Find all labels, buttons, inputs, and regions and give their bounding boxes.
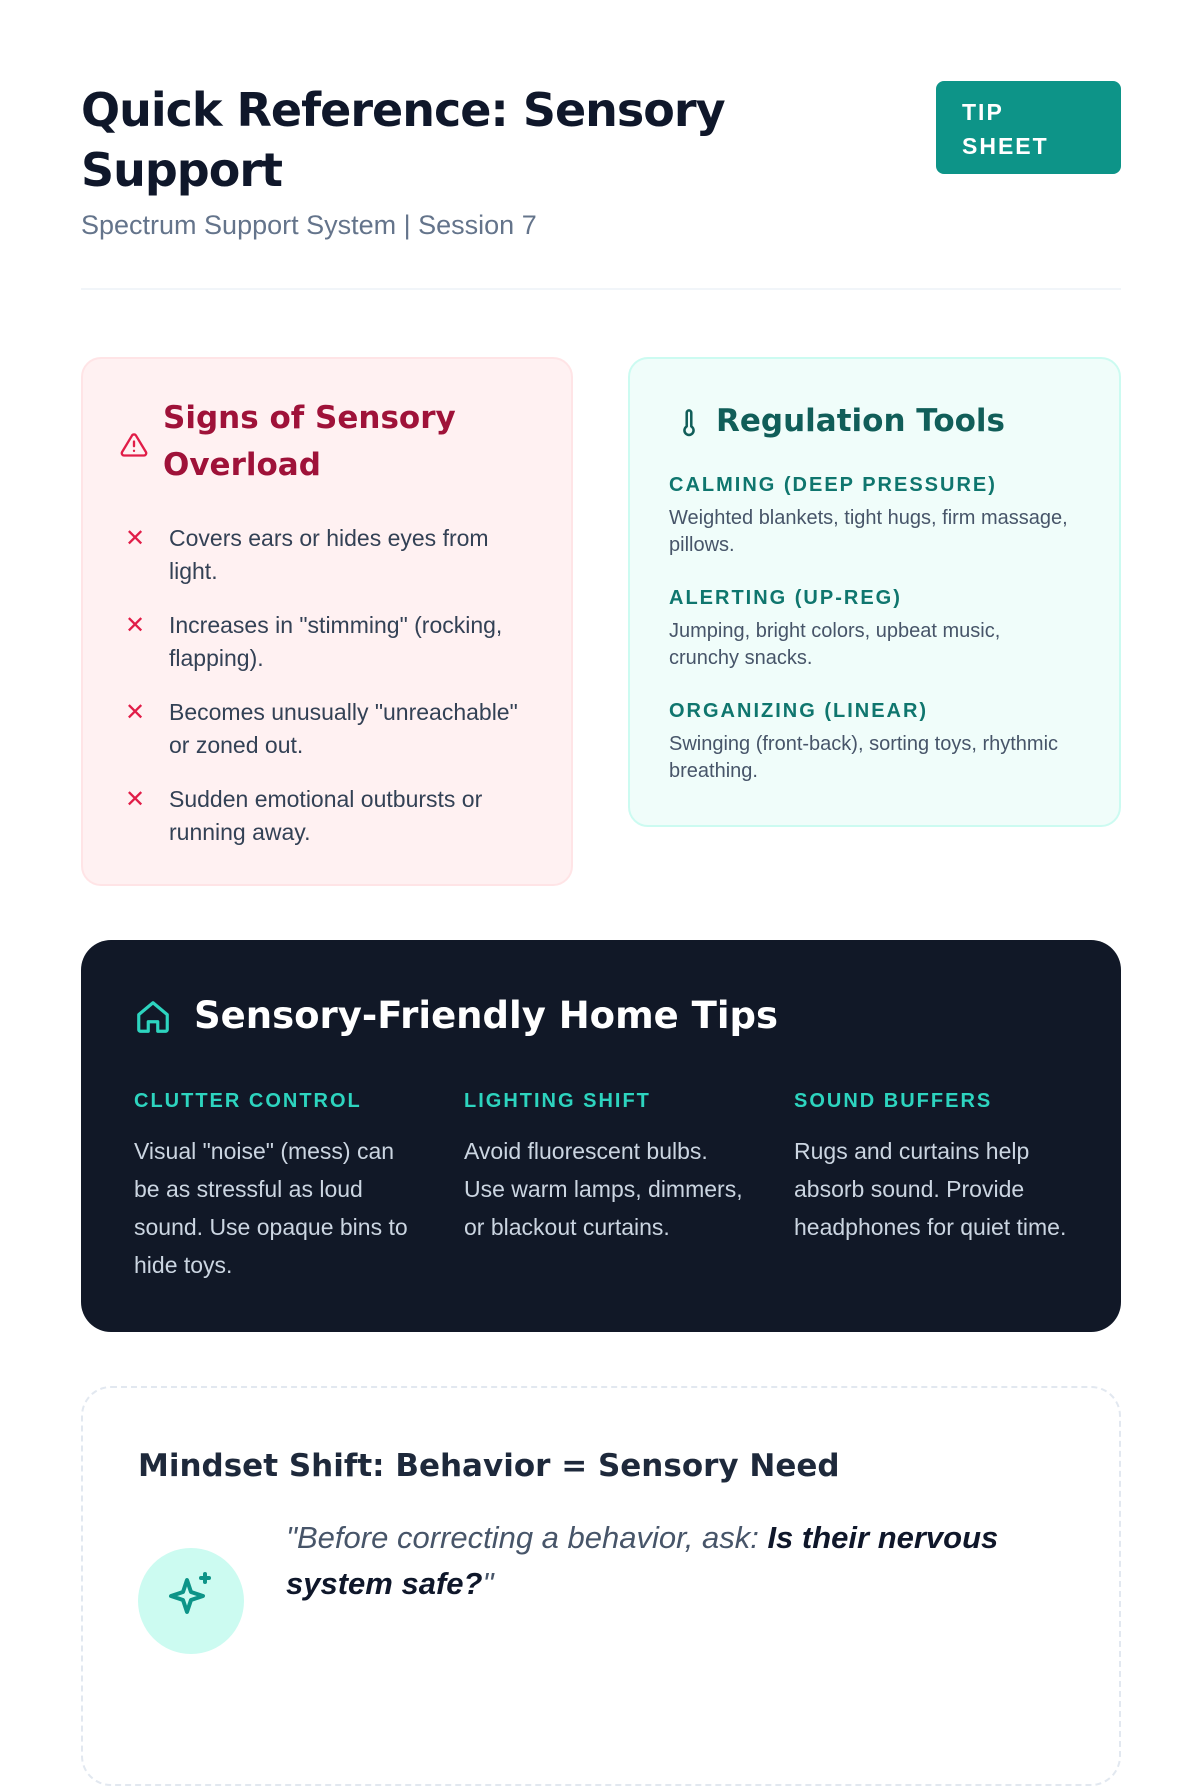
- tip-column: [794, 1088, 1074, 1246]
- tip-heading: LIGHTING SHIFT: [464, 1090, 651, 1112]
- quote-lead: "Before correcting a behavior, ask:: [286, 1520, 768, 1555]
- regulation-tools-title: Regulation Tools: [716, 403, 1006, 439]
- tip-column: [464, 1088, 744, 1246]
- tip-column: [134, 1088, 414, 1284]
- thermometer-icon: [675, 407, 703, 439]
- quote-emphasis: Is their nervous system safe?: [286, 1520, 999, 1601]
- sparkle-icon: [167, 1570, 215, 1618]
- tool-text: Weighted blankets, tight hugs, firm massage, pillows.: [669, 507, 1068, 556]
- tip-text: Avoid fluorescent bulbs. Use warm lamps, dimmers, or blackout curtains.: [464, 1138, 743, 1240]
- overload-title: Signs of Sensory Overload: [163, 400, 456, 483]
- tool-heading: ORGANIZING (LINEAR): [669, 700, 929, 722]
- header: [81, 0, 1121, 290]
- home-tips-card: [81, 940, 1121, 1332]
- tip-sheet-page: [81, 0, 1121, 1601]
- sign-text: Sudden emotional outbursts or running away.: [169, 786, 483, 845]
- page-subtitle: Spectrum Support System | Session 7: [81, 210, 537, 240]
- home-icon: [134, 998, 172, 1036]
- tool-text: Jumping, bright colors, upbeat music, crunchy snacks.: [669, 620, 1001, 669]
- tool-heading: CALMING (DEEP PRESSURE): [669, 474, 997, 496]
- tool-text: Swinging (front-back), sorting toys, rhythmic breathing.: [669, 733, 1059, 782]
- sign-text: Increases in "stimming" (rocking, flapping).: [169, 612, 503, 671]
- tip-sheet-badge: TIP SHEET: [936, 81, 1121, 174]
- x-icon: ✕: [125, 612, 146, 639]
- x-icon: ✕: [125, 525, 146, 552]
- quote-tail: ": [482, 1566, 494, 1601]
- tip-text: Visual "noise" (mess) can be as stressful as loud sound. Use opaque bins to hide toys.: [134, 1138, 408, 1278]
- mindset-quote: [286, 1515, 1066, 1607]
- tip-text: Rugs and curtains help absorb sound. Provide headphones for quiet time.: [794, 1138, 1067, 1240]
- tip-heading: SOUND BUFFERS: [794, 1090, 993, 1112]
- sign-text: Covers ears or hides eyes from light.: [169, 525, 489, 584]
- warning-triangle-icon: [120, 431, 148, 459]
- tool-heading: ALERTING (UP-REG): [669, 587, 902, 609]
- sign-text: Becomes unusually "unreachable" or zoned out.: [169, 699, 518, 758]
- tip-heading: CLUTTER CONTROL: [134, 1090, 362, 1112]
- sparkle-badge: [138, 1548, 244, 1654]
- page-title: Quick Reference: Sensory Support: [81, 83, 725, 197]
- mindset-title: Mindset Shift: Behavior = Sensory Need: [138, 1448, 840, 1484]
- home-tips-title: Sensory-Friendly Home Tips: [194, 994, 779, 1037]
- x-icon: ✕: [125, 699, 146, 726]
- x-icon: ✕: [125, 786, 146, 813]
